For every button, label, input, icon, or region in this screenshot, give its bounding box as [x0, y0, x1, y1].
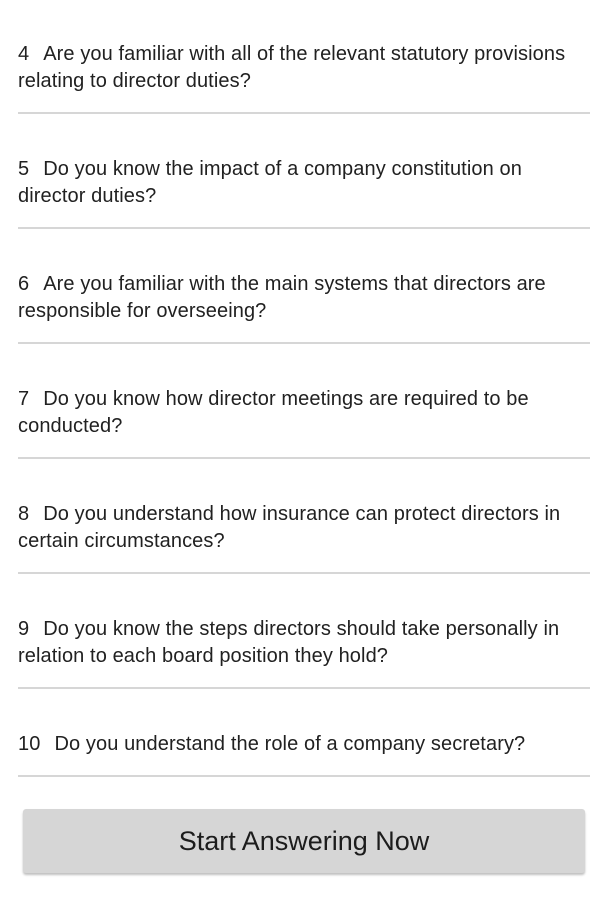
divider [18, 572, 590, 574]
divider [18, 112, 590, 114]
divider [18, 775, 590, 777]
question-label: Do you understand how insurance can protect directors in certain circumstances? [18, 503, 561, 552]
question-text [18, 271, 590, 325]
question-number: 9 [18, 618, 30, 640]
question-label: Do you know the steps directors should take personally in relation to each board position they hold? [18, 618, 560, 667]
divider [18, 687, 590, 689]
divider [18, 342, 590, 344]
question-label: Do you know how director meetings are required to be conducted? [18, 388, 529, 437]
question-text [18, 386, 590, 440]
question-number: 4 [18, 43, 30, 65]
question-number: 8 [18, 503, 30, 525]
question-label: Are you familiar with all of the relevant statutory provisions relating to director duties? [18, 43, 566, 92]
question-text [18, 501, 590, 555]
divider [18, 227, 590, 229]
question-text [18, 731, 590, 758]
question-number: 6 [18, 273, 30, 295]
question-number: 5 [18, 158, 30, 180]
question-text [18, 616, 590, 670]
question-label: Are you familiar with the main systems that directors are responsible for overseeing? [18, 273, 546, 322]
question-number: 10 [18, 733, 41, 755]
question-number: 7 [18, 388, 30, 410]
question-label: Do you know the impact of a company constitution on director duties? [18, 158, 522, 207]
divider [18, 457, 590, 459]
start-answering-button[interactable]: Start Answering Now [23, 809, 585, 873]
question-label: Do you understand the role of a company secretary? [54, 733, 526, 755]
question-text [18, 156, 590, 210]
question-text [18, 41, 590, 95]
